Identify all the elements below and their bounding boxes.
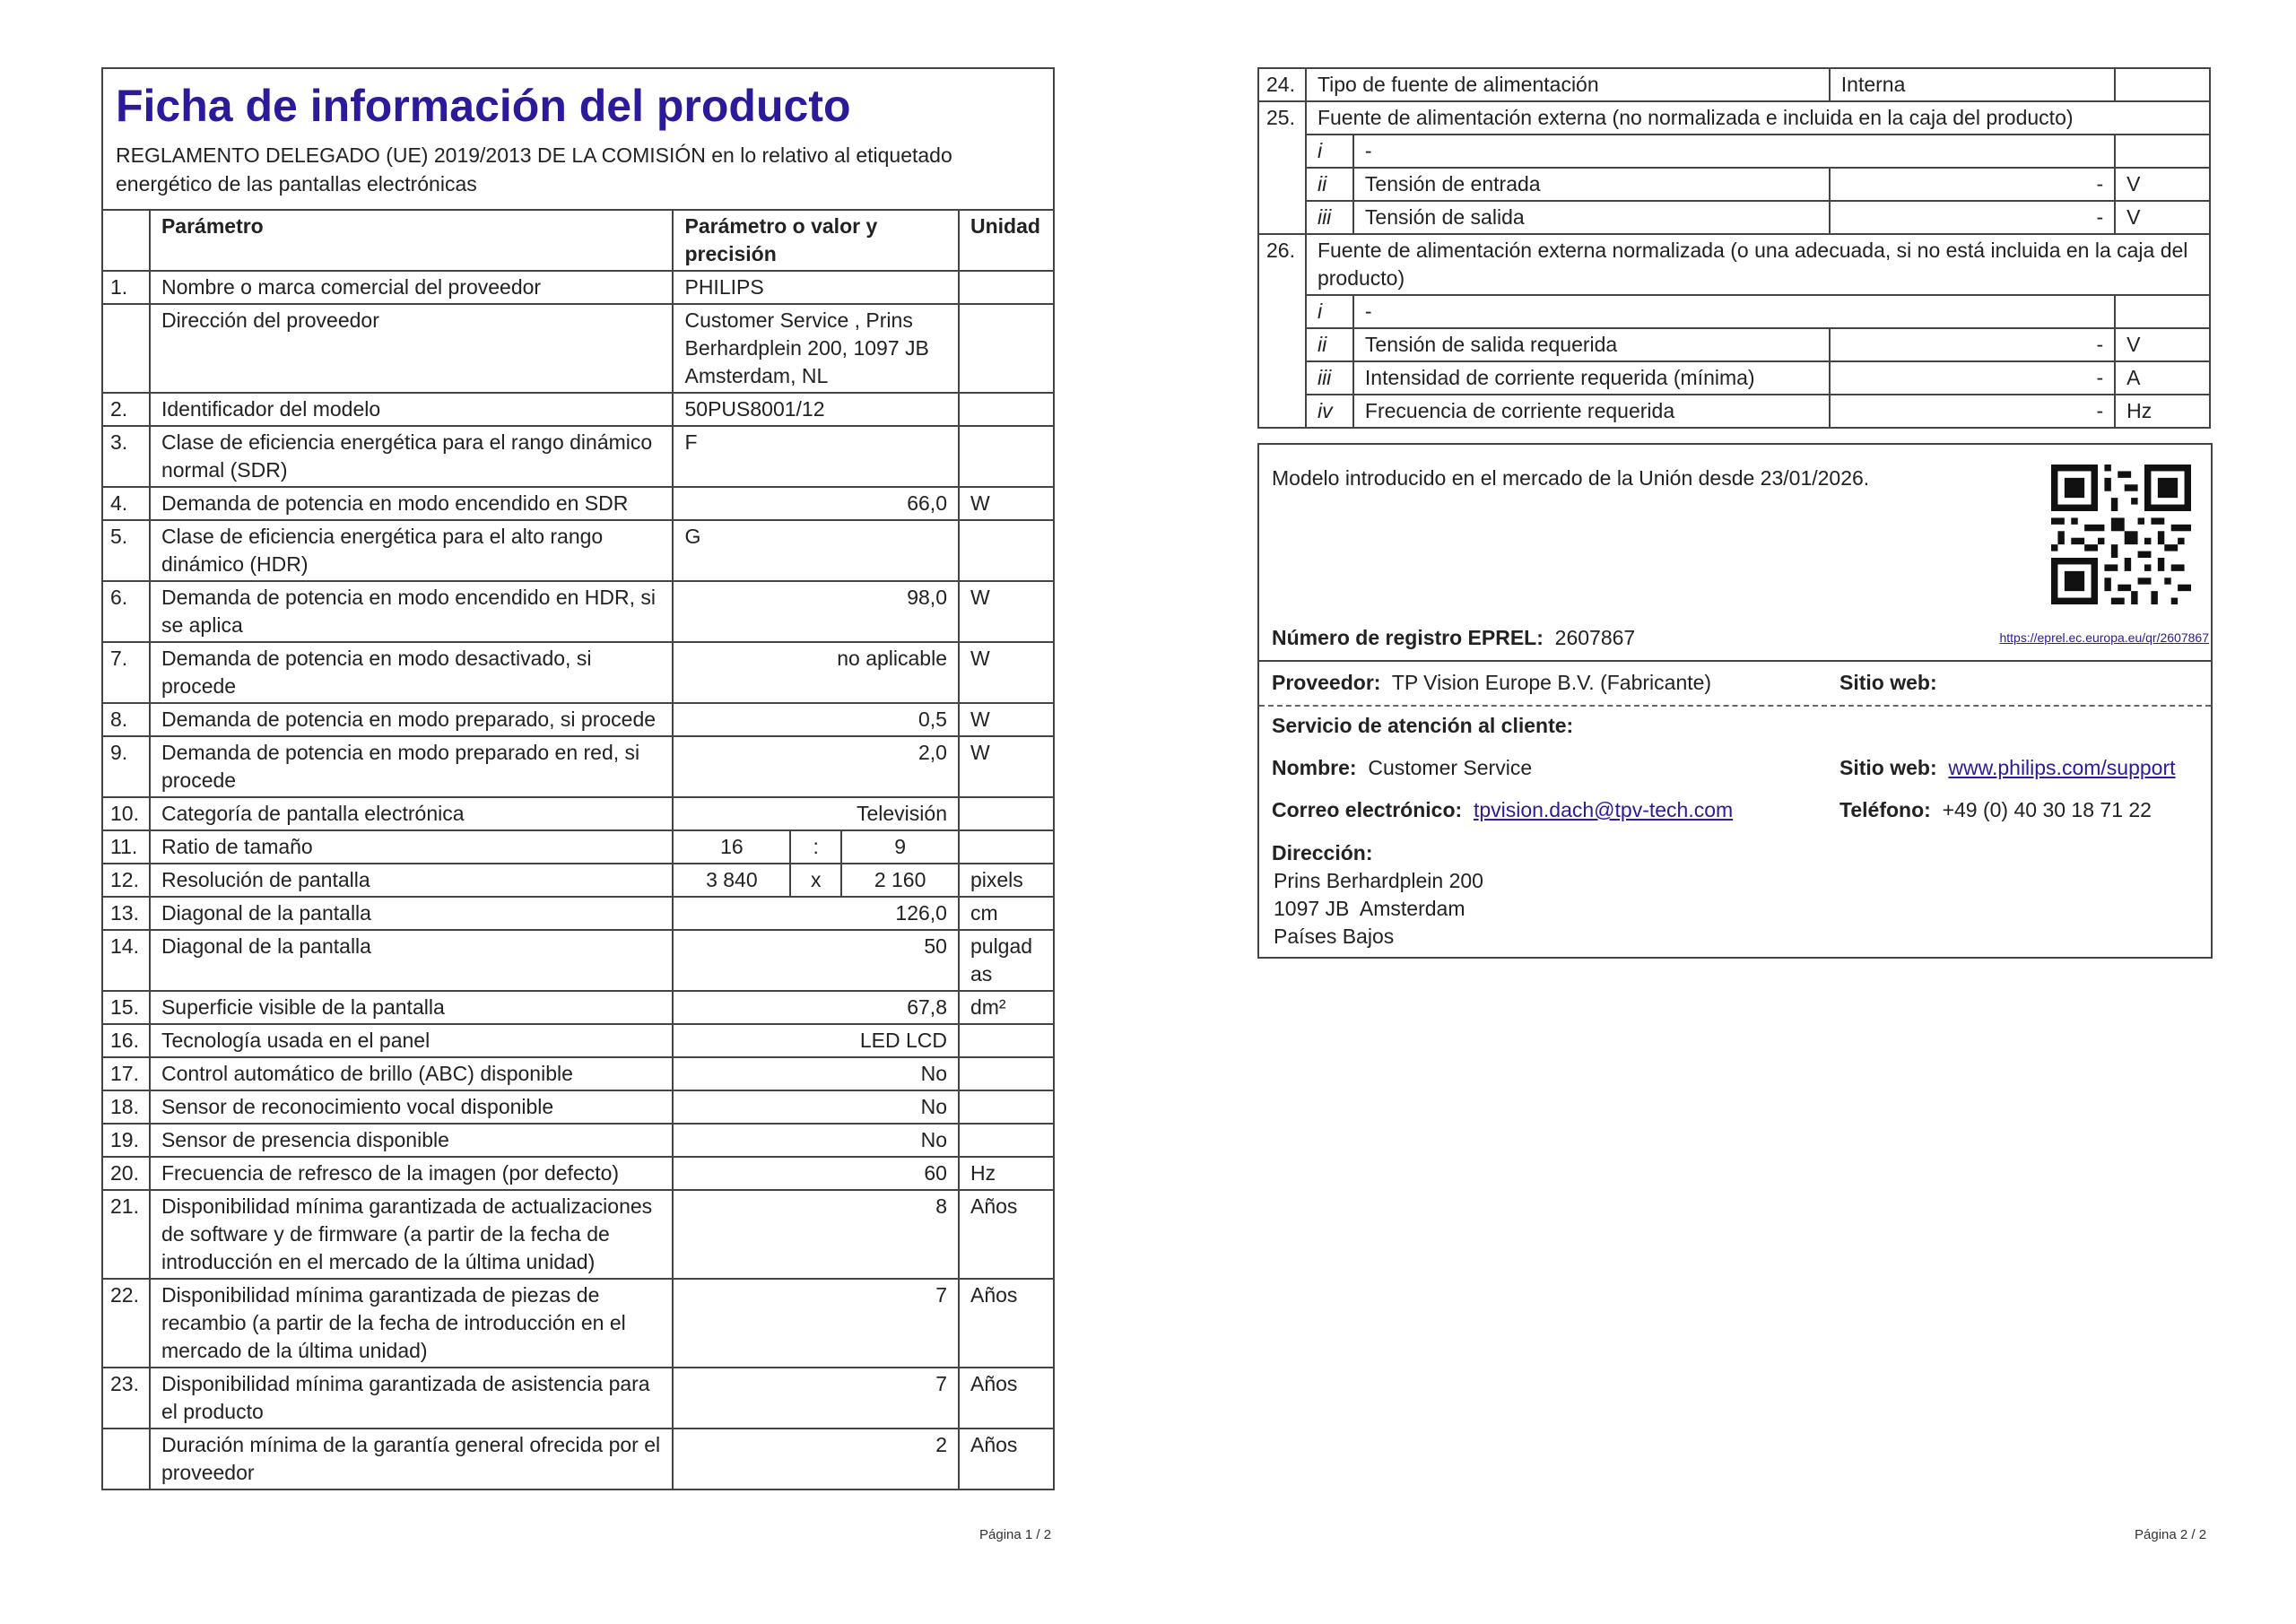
table-row: iv Frecuencia de corriente requerida - Hz [1258, 395, 2210, 428]
param-label: Superficie visible de la pantalla [150, 991, 674, 1024]
service-name: Customer Service [1368, 756, 1533, 779]
table-row [102, 304, 1054, 393]
email-row: Correo electrónico: tpvision.dach@tpv-tech.com [1272, 798, 1734, 821]
param-unit: Años [959, 1429, 1054, 1489]
table-row: 12. Resolución de pantalla 3 840 x 2 160 pixels [102, 864, 1054, 897]
ratio-separator: : [790, 831, 841, 863]
table-row: 20. Frecuencia de refresco de la imagen (por defecto) 60 Hz [102, 1157, 1054, 1190]
supplier-row [1272, 669, 1711, 697]
param-unit: Años [959, 1279, 1054, 1368]
param-value: 2 [673, 1429, 959, 1489]
table-row: 6. Demanda de potencia en modo encendido en HDR, si se aplica 98,0 W [102, 581, 1054, 642]
table-row: 5. Clase de eficiencia energética para el alto rango dinámico (HDR) G [102, 520, 1054, 581]
phone-row: Teléfono: +49 (0) 40 30 18 71 22 [1839, 798, 2152, 821]
param-unit: A [2115, 361, 2210, 395]
table-row: 11. Ratio de tamaño 16 : 9 [102, 830, 1054, 864]
table-row: 22. Disponibilidad mínima garantizada de piezas de recambio (a partir de la fecha de introducción en el mercado de la última unidad) 7 Años [102, 1279, 1054, 1368]
param-unit: W [959, 487, 1054, 520]
param-unit: dm² [959, 991, 1054, 1024]
page-number-2: Página 2 / 2 [2135, 1527, 2207, 1542]
param-unit: Hz [2115, 395, 2210, 428]
dashed-divider [1259, 705, 2211, 707]
param-value: 2,0 [673, 736, 959, 797]
resolution-width: 3 840 [674, 864, 790, 896]
param-label: Fuente de alimentación externa (no normalizada e incluida en la caja del producto) [1306, 101, 2210, 135]
unit-inches: pulgadas [970, 934, 1033, 986]
header-value: Parámetro o valor y precisión [673, 210, 959, 271]
param-value: 98,0 [673, 581, 959, 642]
address-line: Países Bajos [1274, 925, 1395, 948]
param-value: LED LCD [673, 1024, 959, 1057]
website-label: Sitio web: [1839, 671, 1937, 694]
table-row: 2. Identificador del modelo 50PUS8001/12 [102, 393, 1054, 426]
param-label: Duración mínima de la garantía general ofrecida por el proveedor [150, 1429, 674, 1489]
ratio-cell [673, 830, 959, 864]
table-row [102, 1429, 1054, 1489]
ratio-width: 16 [674, 831, 790, 863]
table-row: 10. Categoría de pantalla electrónica Televisión [102, 797, 1054, 830]
param-label: Diagonal de la pantalla [150, 897, 674, 930]
param-value: - [1830, 168, 2115, 201]
param-label: Fuente de alimentación externa normalizada (o una adecuada, si no está incluida en la caja del producto) [1306, 234, 2210, 295]
param-value: 50PUS8001/12 [673, 393, 959, 426]
qr-code-icon[interactable] [2051, 465, 2191, 604]
param-label: Frecuencia de refresco de la imagen (por defecto) [150, 1157, 674, 1190]
support-website-link[interactable]: www.philips.com/support [1948, 756, 2176, 779]
param-unit [959, 930, 1054, 991]
resolution-cell [673, 864, 959, 897]
header-unit: Unidad [959, 210, 1054, 271]
customer-service-title: Servicio de atención al cliente: [1272, 714, 1574, 737]
market-date-text: Modelo introducido en el mercado de la Unión desde 23/01/2026. [1272, 466, 1870, 490]
param-value: No [673, 1090, 959, 1124]
table-row: ii Tensión de entrada - V [1258, 168, 2210, 201]
param-label: Dirección del proveedor [150, 304, 674, 393]
param-value: 67,8 [673, 991, 959, 1024]
param-value: G [673, 520, 959, 581]
service-name-row: Nombre: Customer Service [1272, 756, 1533, 779]
address-label: Dirección: [1272, 841, 1373, 864]
param-label: Tensión de salida requerida [1353, 328, 1830, 361]
page-number-1: Página 1 / 2 [979, 1527, 1052, 1542]
eprel-row [1272, 624, 1635, 652]
supplier-name: TP Vision Europe B.V. (Fabricante) [1391, 671, 1712, 694]
table-row: 21. Disponibilidad mínima garantizada de actualizaciones de software y de firmware (a partir de la fecha de introducción en el mercado de la última unidad) 8 Años [102, 1190, 1054, 1279]
param-label: Demanda de potencia en modo preparado en red, si procede [150, 736, 674, 797]
table-row: 26. Fuente de alimentación externa normalizada (o una adecuada, si no está incluida en la caja del producto) [1258, 234, 2210, 295]
table-header-row [102, 210, 1054, 271]
eprel-label: Número de registro EPREL: [1272, 626, 1544, 649]
address-block [1272, 839, 1483, 951]
param-unit: V [2115, 168, 2210, 201]
param-value: 7 [673, 1279, 959, 1368]
ratio-height: 9 [894, 835, 906, 858]
table-row: 9. Demanda de potencia en modo preparado en red, si procede 2,0 W [102, 736, 1054, 797]
param-value: 126,0 [673, 897, 959, 930]
param-unit: Años [959, 1368, 1054, 1429]
param-label: Sensor de presencia disponible [150, 1124, 674, 1157]
page-title: Ficha de información del producto [116, 81, 851, 131]
param-label: Tensión de entrada [1353, 168, 1830, 201]
sheet-header [102, 68, 1054, 210]
table-row: 18. Sensor de reconocimiento vocal disponible No [102, 1090, 1054, 1124]
table-row: 17. Control automático de brillo (ABC) disponible No [102, 1057, 1054, 1090]
email-link[interactable]: tpvision.dach@tpv-tech.com [1473, 798, 1734, 821]
param-value: 0,5 [673, 703, 959, 736]
param-label: Disponibilidad mínima garantizada de actualizaciones de software y de firmware (a partir de la fecha de introducción en el mercado de la última unidad) [150, 1190, 674, 1279]
product-info-table [101, 67, 1055, 1490]
param-unit: Años [959, 1190, 1054, 1279]
param-label: Ratio de tamaño [150, 830, 674, 864]
param-unit: V [2115, 201, 2210, 234]
param-label: Clase de eficiencia energética para el rango dinámico normal (SDR) [150, 426, 674, 487]
table-row: i - [1258, 135, 2210, 168]
param-label: Tensión de salida [1353, 201, 1830, 234]
param-label: Demanda de potencia en modo encendido en SDR [150, 487, 674, 520]
service-web-row: Sitio web: www.philips.com/support [1839, 756, 2176, 779]
param-unit: W [959, 736, 1054, 797]
resolution-height: 2 160 [874, 868, 926, 891]
supplier-info-box [1257, 443, 2213, 959]
param-label: Demanda de potencia en modo encendido en HDR, si se aplica [150, 581, 674, 642]
param-label: Clase de eficiencia energética para el alto rango dinámico (HDR) [150, 520, 674, 581]
param-unit: W [959, 703, 1054, 736]
table-row: 13. Diagonal de la pantalla 126,0 cm [102, 897, 1054, 930]
table-row: ii Tensión de salida requerida - V [1258, 328, 2210, 361]
param-label: Intensidad de corriente requerida (mínima) [1353, 361, 1830, 395]
table-row: 25. Fuente de alimentación externa (no normalizada e incluida en la caja del producto) [1258, 101, 2210, 135]
param-value: No [673, 1057, 959, 1090]
param-label: Resolución de pantalla [150, 864, 674, 897]
param-label: Diagonal de la pantalla [150, 930, 674, 991]
param-value: 8 [673, 1190, 959, 1279]
address-line: Prins Berhardplein 200 [1274, 869, 1483, 892]
param-value: no aplicable [673, 642, 959, 703]
param-label: Categoría de pantalla electrónica [150, 797, 674, 830]
param-label: Identificador del modelo [150, 393, 674, 426]
table-row: 7. Demanda de potencia en modo desactivado, si procede no aplicable W [102, 642, 1054, 703]
table-row: 1. Nombre o marca comercial del proveedor PHILIPS [102, 271, 1054, 304]
param-value: F [673, 426, 959, 487]
table-row: 3. Clase de eficiencia energética para el rango dinámico normal (SDR) F [102, 426, 1054, 487]
param-value: - [1830, 201, 2115, 234]
table-row: iii Tensión de salida - V [1258, 201, 2210, 234]
param-label: Demanda de potencia en modo preparado, si procede [150, 703, 674, 736]
table-row: 16. Tecnología usada en el panel LED LCD [102, 1024, 1054, 1057]
eprel-number: 2607867 [1554, 626, 1636, 649]
param-unit: Hz [959, 1157, 1054, 1190]
param-label: Control automático de brillo (ABC) disponible [150, 1057, 674, 1090]
param-value: Televisión [673, 797, 959, 830]
param-value: No [673, 1124, 959, 1157]
header-param: Parámetro [150, 210, 674, 271]
param-label: Demanda de potencia en modo desactivado, si procede [150, 642, 674, 703]
address-line: 1097 JB Amsterdam [1274, 897, 1465, 920]
table-row: i - [1258, 295, 2210, 328]
param-value: 7 [673, 1368, 959, 1429]
table-row: iii Intensidad de corriente requerida (mínima) - A [1258, 361, 2210, 395]
param-unit: pixels [959, 864, 1054, 897]
param-label: Nombre o marca comercial del proveedor [150, 271, 674, 304]
param-value: 66,0 [673, 487, 959, 520]
regulation-subtitle: REGLAMENTO DELEGADO (UE) 2019/2013 DE LA COMISIÓN en lo relativo al etiquetado energético de las pantallas electrónicas [116, 143, 952, 195]
param-value: Interna [1830, 68, 2115, 101]
param-value: Customer Service , Prins Berhardplein 200, 1097 JB Amsterdam, NL [673, 304, 959, 393]
param-unit: W [959, 581, 1054, 642]
param-label: Frecuencia de corriente requerida [1353, 395, 1830, 428]
supplier-label: Proveedor: [1272, 671, 1381, 694]
param-unit: V [2115, 328, 2210, 361]
table-row: 15. Superficie visible de la pantalla 67,8 dm² [102, 991, 1054, 1024]
eprel-link[interactable]: https://eprel.ec.europa.eu/qr/2607867 [1999, 630, 2209, 645]
resolution-separator: x [790, 864, 841, 896]
table-row: 23. Disponibilidad mínima garantizada de asistencia para el producto 7 Años [102, 1368, 1054, 1429]
param-value: 60 [673, 1157, 959, 1190]
divider [1259, 660, 2211, 662]
param-label: Tecnología usada en el panel [150, 1024, 674, 1057]
table-row: 19. Sensor de presencia disponible No [102, 1124, 1054, 1157]
param-label: Disponibilidad mínima garantizada de piezas de recambio (a partir de la fecha de introducción en el mercado de la última unidad) [150, 1279, 674, 1368]
param-value: - [1830, 361, 2115, 395]
param-value: - [1830, 328, 2115, 361]
param-value: - [1830, 395, 2115, 428]
param-label: Tipo de fuente de alimentación [1306, 68, 1830, 101]
param-label: Sensor de reconocimiento vocal disponible [150, 1090, 674, 1124]
table-row: 14. Diagonal de la pantalla 50 pulgadas [102, 930, 1054, 991]
table-row: 4. Demanda de potencia en modo encendido en SDR 66,0 W [102, 487, 1054, 520]
phone-number: +49 (0) 40 30 18 71 22 [1942, 798, 2152, 821]
param-value: PHILIPS [673, 271, 959, 304]
param-label: Disponibilidad mínima garantizada de asistencia para el producto [150, 1368, 674, 1429]
param-unit: W [959, 642, 1054, 703]
param-unit: cm [959, 897, 1054, 930]
param-value: 50 [673, 930, 959, 991]
power-supply-table [1257, 67, 2211, 429]
table-row: 24. Tipo de fuente de alimentación Interna [1258, 68, 2210, 101]
table-row: 8. Demanda de potencia en modo preparado, si procede 0,5 W [102, 703, 1054, 736]
